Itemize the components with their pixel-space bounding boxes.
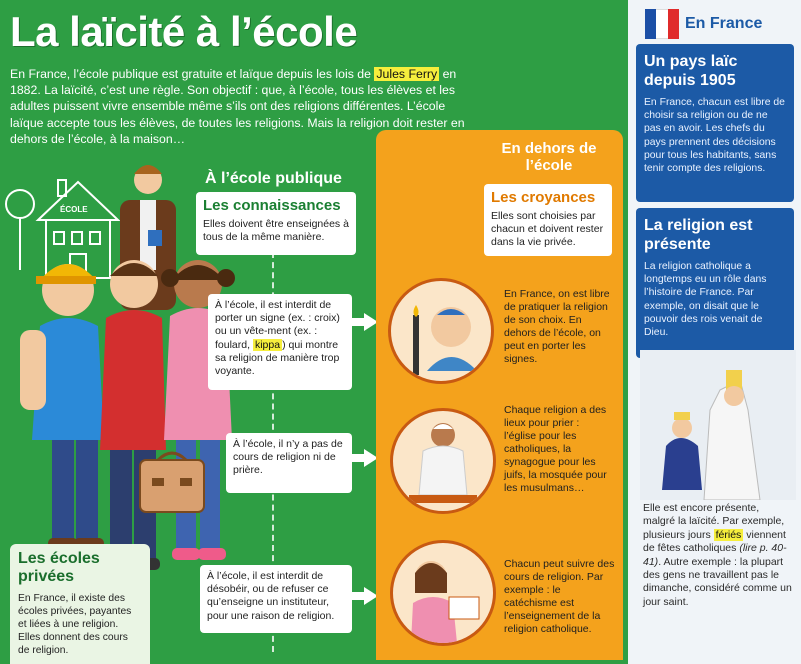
religion-present-text: La religion catholique a longtemps eu un rôle dans l’histoire de France. Par exemple, on disait que le pouvoir des rois venait de Dieu. [644,261,767,339]
rule1-text-start: À l’école, il est interdit de porter un signe (ex. : croix) ou un vête-ment (ex. : foulard, [215,299,340,351]
coronation-illustration [640,350,796,500]
tree-icon [6,190,34,270]
praying-man-illustration [390,408,496,514]
outside-text-3: Chacun peut suivre des cours de religion. Par exemple : le catéchisme est l’enseignement de la religion catholique. [504,558,615,635]
outside-text-1: En France, on est libre de pratiquer la religion de son choix. En dehors de l’école, on peut en porter les signes. [504,288,610,365]
private-schools-heading: Les écoles privées [18,550,100,585]
still-present-end: . Autre exemple : la plupart des gens ne travaillent pas le dimanche, considéré comme un jour saint. [643,555,792,608]
outside-school-heading: En dehors de l’école [501,140,597,174]
school-sign: ÉCOLE [60,205,88,214]
rule1-highlight-kippa: kippa [254,338,281,351]
boy-with-cap-figure [20,264,104,550]
intro-highlight-jules-ferry: Jules Ferry [376,67,438,81]
kippa-boy-illustration [388,278,494,384]
public-school-heading: À l’école publique [205,170,342,187]
beliefs-box [484,184,612,256]
knowledge-box [196,192,356,255]
private-schools-box [10,544,150,664]
still-present-mid: viennent de fêtes catholiques [643,528,786,555]
secular-country-box [636,44,794,202]
beliefs-heading: Les croyances [491,189,596,206]
religion-present-box [636,208,794,358]
outside-text-2: Chaque religion a des lieux pour prier : l’église pour les catholiques, la synagogue pour les juifs, la mosquée pour les musulmans… [504,404,607,494]
reading-girl-illustration [390,540,496,646]
page-title: La laïcité à l’école [10,8,358,55]
knowledge-text: Elles doivent être enseignées à tous de la même manière. [203,218,349,244]
rule-signs-box [208,294,352,390]
rule1-text-end: ) qui montre sa religion de manière trop voyante. [215,338,340,378]
beliefs-text: Elles sont choisies par chacun et doivent rester dans la vie privée. [491,210,604,249]
page-reference: (lire p. 40-41) [643,542,787,568]
candle-icon [413,315,419,375]
book-icon [449,597,479,619]
school-bag-icon [140,453,204,512]
intro-text-end: en 1882. La laïcité, c’est une règle. Son objectif : que, à l’école, tous les élèves et les adultes puissent vivre ensemble même s’ils ont des religions différentes. L’école laïque accepte tous les élèves, de toutes les religions. Mais la religion doit rester en dehors de l’école, à la maison… [10,67,465,146]
rule2-text: À l’école, il n’y a pas de cours de religion ni de prière. [233,438,343,477]
secular-country-heading: Un pays laïc depuis 1905 [644,53,738,89]
knowledge-heading: Les connaissances [203,197,341,214]
still-present-start: Elle est encore présente, malgré la laïcité. Par exemple, plusieurs jours [643,502,785,541]
intro-text-start: En France, l’école publique est gratuite et laïque depuis les lois de [10,67,371,81]
still-present-text [643,502,793,609]
religion-present-heading: La religion est présente [644,217,753,253]
france-flag-icon [645,9,679,39]
secular-country-text: En France, chacun est libre de choisir sa religion ou de ne pas en avoir. Les chefs du pays prennent des décisions pour tous les habitants, sans tenir compte des religions. [644,97,785,175]
school-house-icon [38,180,118,278]
highlight-holidays: fériés [715,528,742,541]
rule-obedience-box [200,565,352,633]
rule3-text: À l’école, il est interdit de désobéir, ou de refuser ce qu’enseigne un instituteur, pour une raison de religion. [207,570,335,622]
private-schools-text: En France, il existe des écoles privées, payantes et liées à une religion. Elles donnent des cours de religion. [18,593,132,656]
rule-no-religion-class-box [226,433,352,493]
in-france-label: En France [685,15,763,32]
